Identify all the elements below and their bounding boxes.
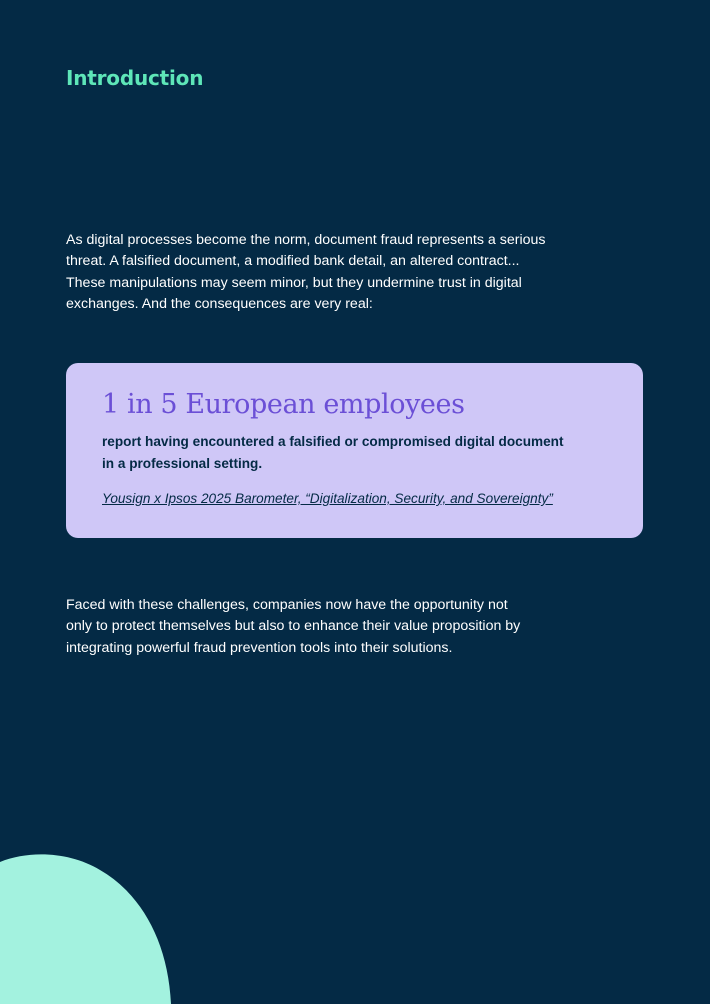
stat-source-citation: Yousign x Ipsos 2025 Barometer, “Digitalization, Security, and Sovereignty” bbox=[102, 491, 553, 506]
intro-paragraph: As digital processes become the norm, document fraud represents a serious threat. A falsified document, a modified bank detail, an altered contract... These manipulations may seem minor, but they undermine trust in digital exchanges. And the consequences are very real: bbox=[66, 232, 546, 313]
stat-description: report having encountered a falsified or compromised digital document in a professional setting. bbox=[102, 434, 564, 471]
closing-paragraph: Faced with these challenges, companies now have the opportunity not only to protect themselves but also to enhance their value proposition by integrating powerful fraud prevention tools into their solutions. bbox=[66, 597, 521, 656]
stat-headline: 1 in 5 European employees bbox=[102, 389, 465, 420]
section-title: Introduction bbox=[66, 66, 204, 90]
